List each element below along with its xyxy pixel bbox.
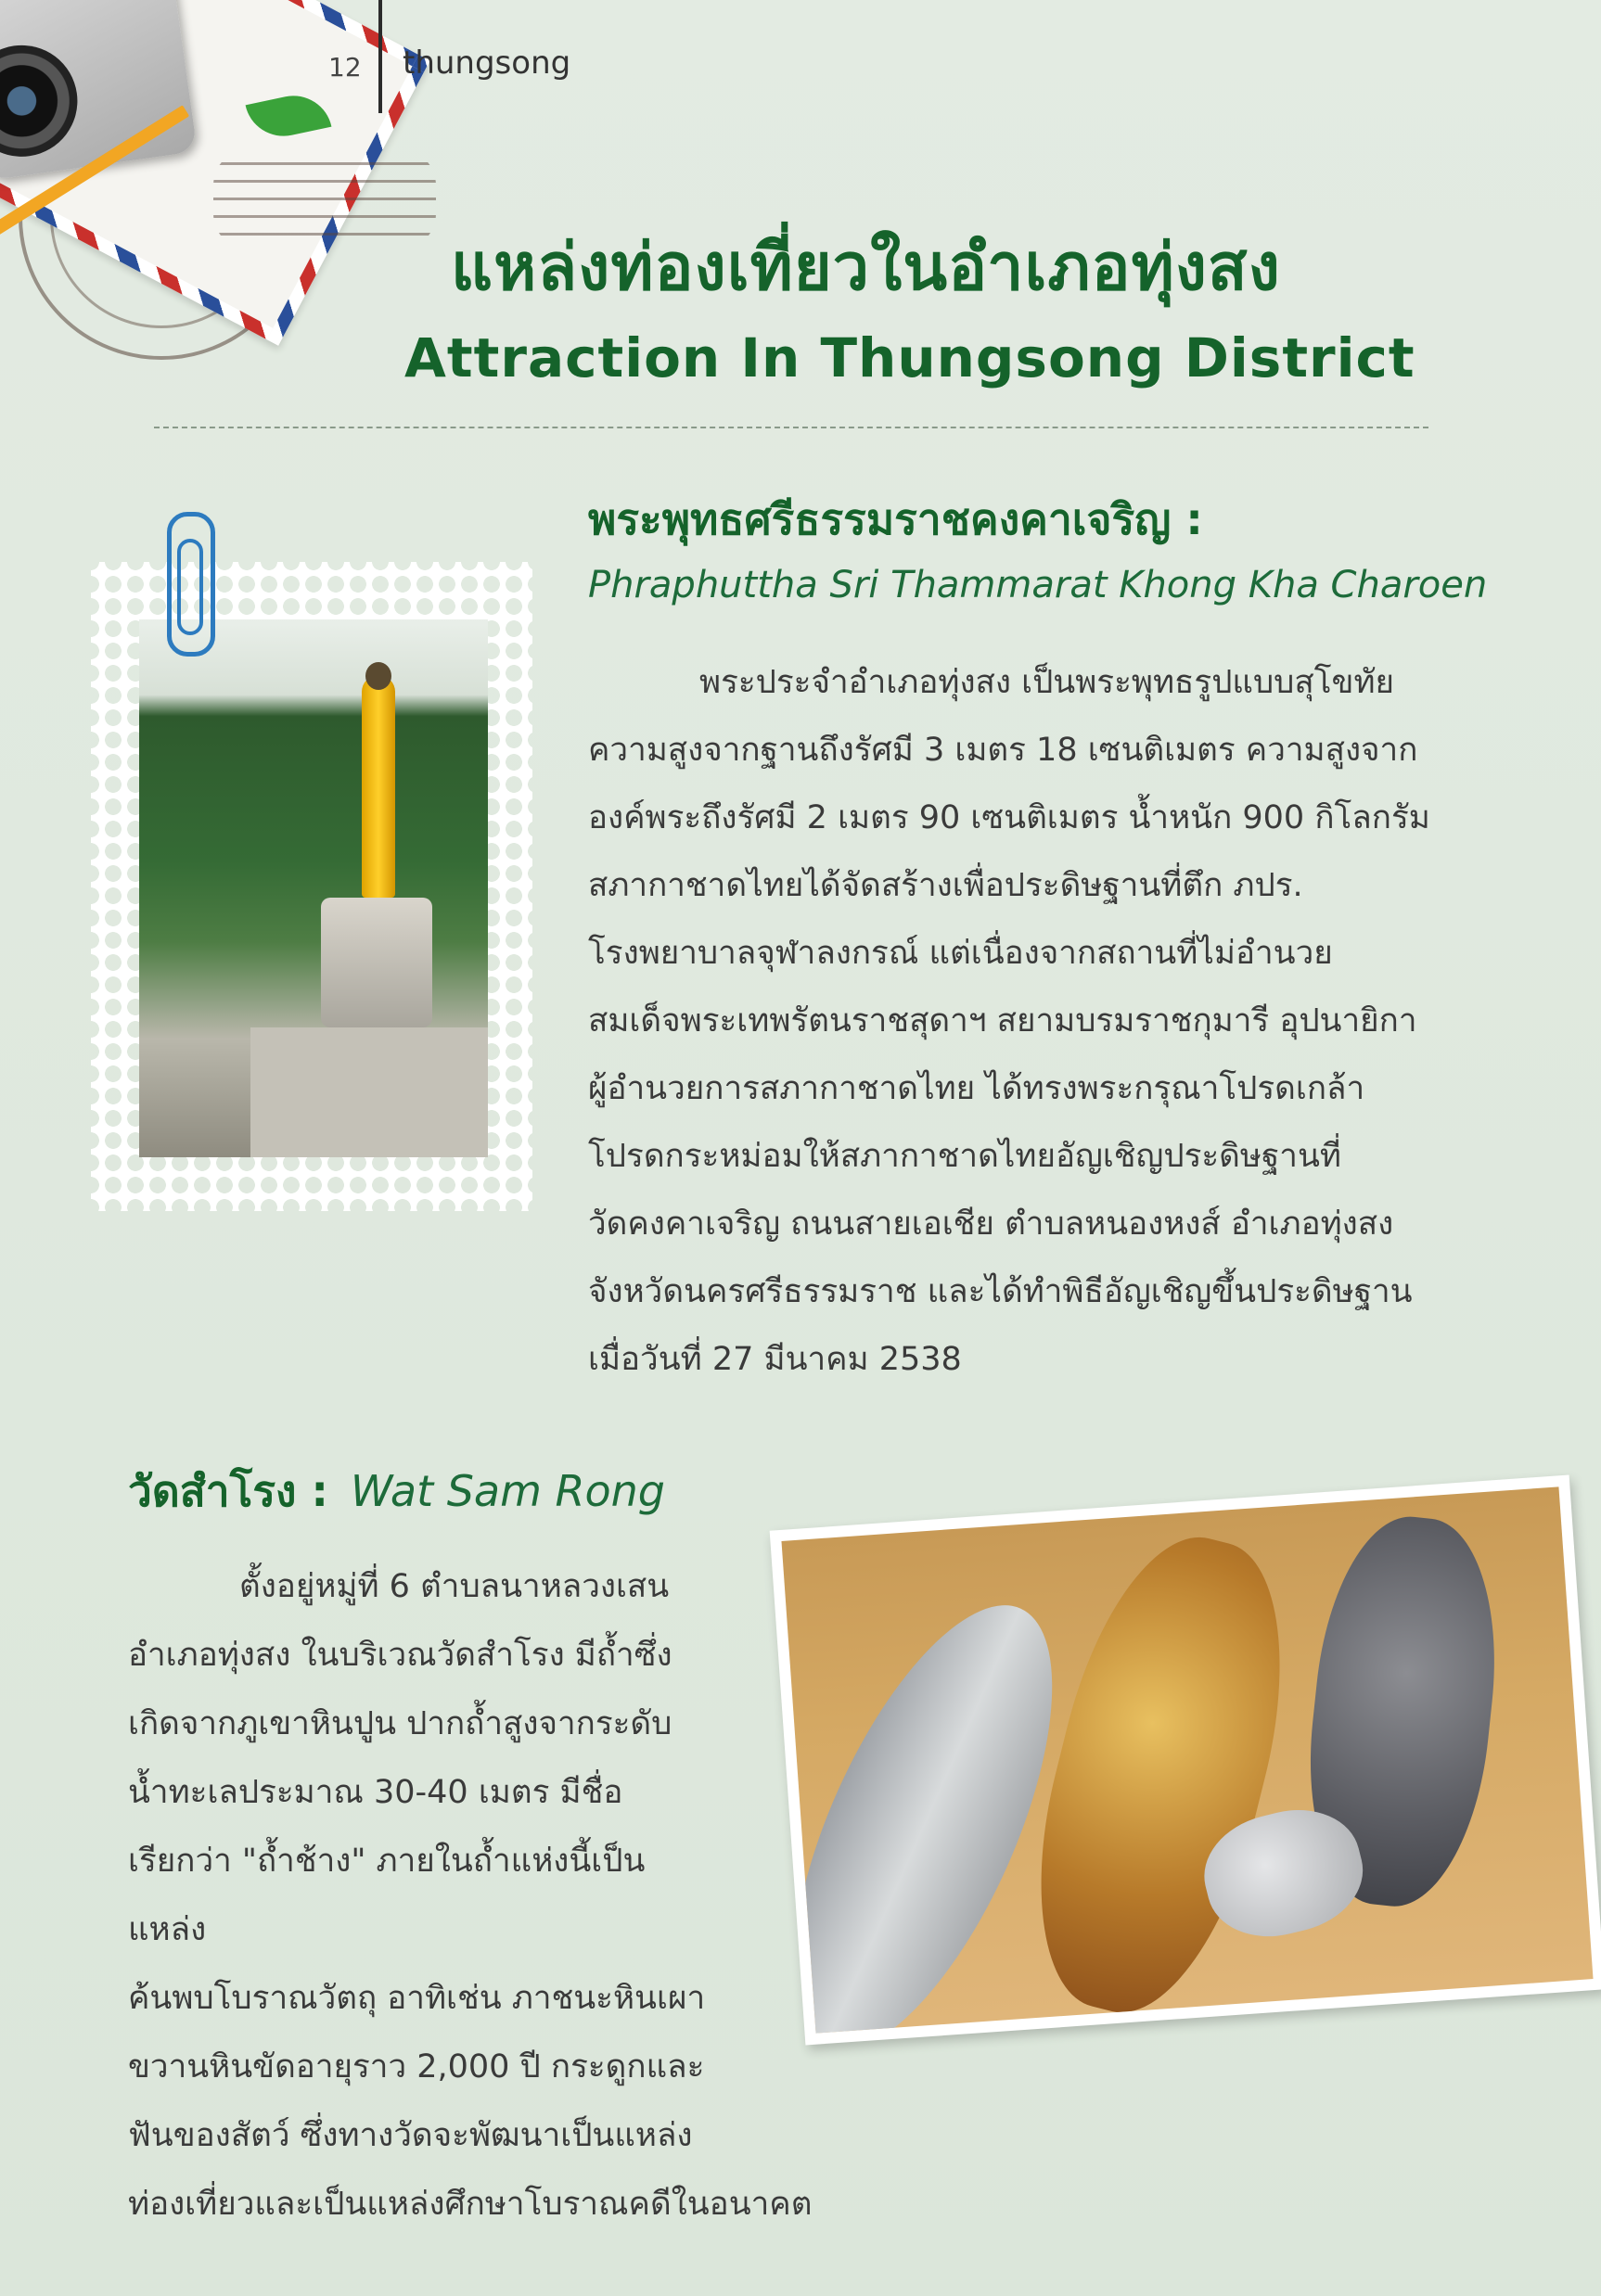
section1-line: องค์พระถึงรัศมี 2 เมตร 90 เซนติเมตร น้ำหนัก 900 กิโลกรัม (588, 799, 1430, 836)
section2-line: น้ำทะเลประมาณ 30-40 เมตร มีชื่อ (128, 1774, 623, 1811)
section1-line: สมเด็จพระเทพรัตนราชสุดาฯ สยามบรมราชกุมารี อุปนายิกา (588, 1002, 1417, 1040)
header-divider (378, 0, 382, 113)
stone-artifact (1003, 1516, 1317, 2033)
section1-line: พระประจำอำเภอทุ่งสง เป็นพระพุทธรูปแบบสุโขทัย (699, 664, 1395, 701)
statue-head (365, 662, 391, 690)
statue-base (250, 1027, 488, 1157)
section1-line: จังหวัดนครศรีธรรมราช และได้ทำพิธีอัญเชิญขึ้นประดิษฐาน (588, 1273, 1413, 1310)
section2-line: ตั้งอยู่หมู่ที่ 6 ตำบลนาหลวงเสน (239, 1568, 670, 1605)
ancient-artifacts-photo (770, 1475, 1601, 2046)
section1-line: โรงพยาบาลจุฬาลงกรณ์ แต่เนื่องจากสถานที่ไม่อำนวย (588, 935, 1333, 972)
statue-pedestal (321, 898, 432, 1027)
section2-line: ขวานหินขัดอายุราว 2,000 ปี กระดูกและ (128, 2048, 705, 2086)
buddha-statue-photo (139, 619, 488, 1157)
section2-title (128, 1458, 665, 1525)
section1-line: สภากาชาดไทยได้จัดสร้างเพื่อประดิษฐานที่ตึก ภปร. (588, 867, 1303, 904)
section1-line: วัดคงคาเจริญ ถนนสายเอเชีย ตำบลหนองหงส์ อำเภอทุ่งสง (588, 1205, 1394, 1243)
title-divider (154, 427, 1428, 428)
postmark-waves-decoration (213, 148, 436, 250)
page-title-thai: แหล่งท่องเที่ยวในอำเภอทุ่งสง (451, 229, 1281, 305)
section1-title-thai: พระพุทธศรีธรรมราชคงคาเจริญ : (588, 494, 1203, 544)
page-title-english: Attraction In Thungsong District (404, 326, 1415, 389)
section1-line: เมื่อวันที่ 27 มีนาคม 2538 (588, 1341, 962, 1378)
camera-lens-icon (0, 38, 84, 164)
section1-line: ผู้อำนวยการสภากาชาดไทย ได้ทรงพระกรุณาโปรดเกล้า (588, 1070, 1365, 1107)
section1-title-english: Phraphuttha Sri Thammarat Khong Kha Charoen (588, 564, 1488, 606)
camera-icon (0, 0, 198, 181)
page-number: 12 (328, 52, 362, 83)
section2-line: ท่องเที่ยวและเป็นแหล่งศึกษาโบราณคดีในอนาคต (128, 2186, 813, 2223)
magazine-name: thungsong (403, 45, 571, 82)
section2-line: ฟันของสัตว์ ซึ่งทางวัดจะพัฒนาเป็นแหล่ง (128, 2117, 693, 2154)
section2-body (128, 1552, 813, 2239)
section2-title-english: Wat Sam Rong (350, 1466, 665, 1516)
statue-figure (362, 675, 395, 898)
section2-line: เรียกว่า "ถ้ำช้าง" ภายในถ้ำแห่งนี้เป็นแหล่ง (128, 1843, 646, 1948)
section1-line: โปรดกระหม่อมให้สภากาชาดไทยอัญเชิญประดิษฐานที่ (588, 1138, 1341, 1175)
section2-line: อำเภอทุ่งสง ในบริเวณวัดสำโรง มีถ้ำซึ่ง (128, 1637, 672, 1674)
section1-line: ความสูงจากฐานถึงรัศมี 3 เมตร 18 เซนติเมตร ความสูงจาก (588, 732, 1418, 769)
section1-body (588, 649, 1438, 1394)
section2-line: ค้นพบโบราณวัตถุ อาทิเช่น ภาชนะหินเผา (128, 1980, 706, 2017)
artifacts-photo-inner (781, 1486, 1593, 2033)
paperclip-icon (167, 512, 215, 657)
section2-line: เกิดจากภูเขาหินปูน ปากถ้ำสูงจากระดับ (128, 1705, 672, 1742)
section2-title-thai: วัดสำโรง : (128, 1466, 328, 1516)
